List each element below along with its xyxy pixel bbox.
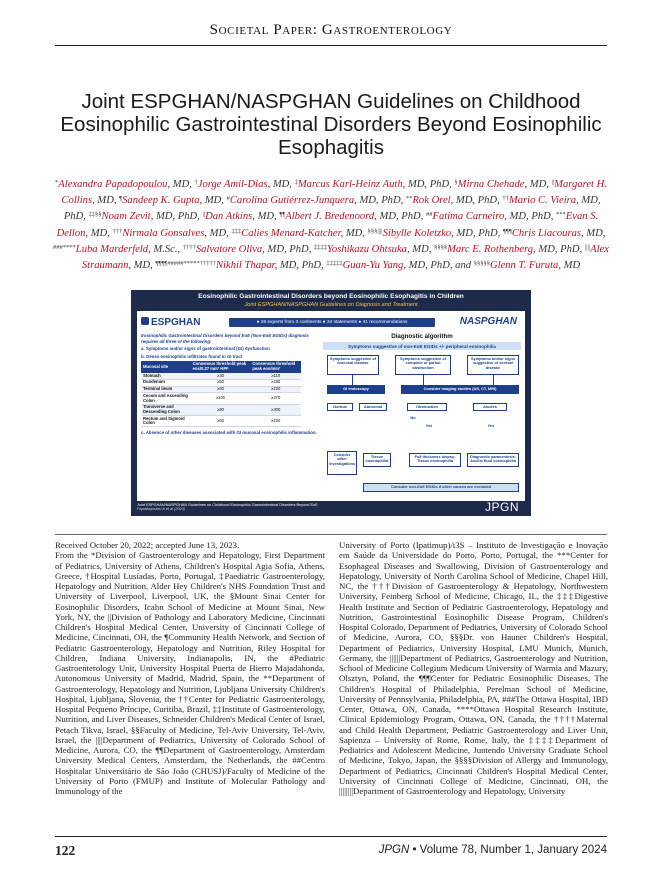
flow-line <box>352 375 353 385</box>
threshold-table-cell: ≥370 <box>250 393 301 404</box>
box-serosal: Symptoms and/or signs suggestive of serosal disease <box>467 355 519 375</box>
running-head: Societal Paper: Gastroenterology <box>209 22 453 38</box>
author-name[interactable] <box>298 179 403 190</box>
affiliation-marker: §§§§§ <box>473 260 490 268</box>
author-degree: , MD, <box>204 227 232 239</box>
espghan-logo-text: ESPGHAN <box>151 317 201 328</box>
threshold-table-cell: Duodenum <box>141 379 191 386</box>
author-family-name: Marderfeld <box>100 243 149 255</box>
author-family-name: Yang <box>382 260 404 272</box>
front-matter-rule <box>55 534 607 535</box>
author-given-name: Fatima <box>432 211 466 223</box>
author-family-name: Rothenberg <box>484 243 534 255</box>
threshold-table-cell: Cecum and Ascending Colon <box>141 393 191 404</box>
author-given-name: Marcus Karl-Heinz <box>297 179 383 190</box>
affiliation-marker: * <box>55 179 59 186</box>
author-name[interactable] <box>122 195 199 206</box>
author-family-name: Thapar <box>244 260 275 272</box>
author-family-name: Gutiérrez-Junquera <box>270 195 355 207</box>
naspghan-logo: NASPGHAN <box>459 316 517 327</box>
author-degree: , MD <box>558 260 581 272</box>
author-degree: , MD, PhD, <box>533 243 585 255</box>
author-name[interactable] <box>76 244 148 255</box>
author-degree: , MD, PhD, <box>402 179 455 190</box>
label-yes-ascites: Yes <box>483 423 499 430</box>
label-yes: Yes <box>421 423 437 430</box>
author-degree: , MD, PhD, <box>374 211 427 223</box>
threshold-table-header: Mucosal site <box>141 361 191 373</box>
affiliation-marker: ‡‡‡ <box>231 227 242 235</box>
author-name[interactable] <box>196 244 262 255</box>
author-given-name: Chris <box>511 227 539 239</box>
author-family-name: Zevit <box>129 211 151 223</box>
va-item-c: c. Absence of other diseases associated with GI mucosal eosinophilic inflammation. <box>141 430 317 436</box>
author-degree: , MD, <box>524 179 552 190</box>
threshold-table-cell: ≥60 <box>191 416 251 427</box>
threshold-table-cell: ≥185 <box>250 379 301 386</box>
author-degree: , MD, PhD, <box>451 227 503 239</box>
journal-citation <box>379 844 607 856</box>
threshold-table-cell: ≥60 <box>191 386 251 393</box>
author-given-name: Sandeep K. <box>122 195 174 207</box>
author-family-name: Amil-Dias <box>223 179 268 190</box>
author-given-name: Marc E. <box>447 243 485 255</box>
article-title: Joint ESPGHAN/NASPGHAN Guidelines on Childhood Eosinophilic Gastrointestinal Disorders Beyond Eosinophilic Esophagitis <box>60 90 602 159</box>
box-ascites: Ascites <box>473 403 507 411</box>
author-given-name: Nirmala <box>122 227 161 239</box>
header-rule <box>55 45 607 46</box>
page-number: 122 <box>55 843 76 858</box>
author-family-name: Furuta <box>528 260 559 272</box>
author-degree: , MD, <box>581 227 606 239</box>
affiliation-marker: # <box>226 195 230 203</box>
author-given-name: Alex <box>590 243 609 255</box>
author-family-name: Papadopoulou <box>105 179 168 190</box>
threshold-table-row <box>141 379 301 386</box>
threshold-table-header: Consensus threshold peak eos/mm² <box>250 361 301 373</box>
journal-name: JPGN <box>378 844 410 856</box>
received-line: Received October 20, 2022; accepted June 13, 2023. <box>55 540 240 550</box>
affiliation-marker: †††† <box>182 243 196 251</box>
threshold-table-cell: Transverse and Descending Colon <box>141 404 191 415</box>
affiliation-marker: §§§§ <box>434 243 448 251</box>
box-normal: Normal <box>327 403 353 411</box>
va-heading: Eosinophilic Gastrointestinal Disorders beyond Eosinophilic Esophagitis in Children <box>198 293 464 300</box>
threshold-table-cell: ≥110 <box>250 373 301 379</box>
author-name[interactable] <box>58 179 167 190</box>
author-name[interactable] <box>412 195 450 206</box>
affiliation-marker: ‡ <box>294 179 298 186</box>
va-subheading: Joint ESPGHAN/NASPGHAN Guidelines on Diagnosis and Treatment <box>244 302 418 308</box>
author-family-name: Straumann <box>81 260 129 272</box>
affiliations-right-text: University of Porto (Ipatimup)/i3S – Instituto de Investigação e Inovação em Saúde da Universidade do Porto, Porto, Portugal, the ***Center for Esophageal Diseases and Swallowing, Division of Gastroenterology and Hepatology, University of North Carolina School of Medicine, Chapel Hill, NC, the †††Division of Gastroenterology & Hepatology, Northwestern University, Feinberg School of Medicine, Chicago, IL, the ‡‡‡Digestive Health Institute and Section of Pediatric Gastroenterology, Hepatology and Nutrition, Gastrointestinal Eosinophilic Disease Program, Children's Hospital Colorado, Department of Pediatrics, University of Colorado School of Medicine, Aurora, CO, §§§Dr. von Hauner Children's Hospital, Department of Pediatrics, University Hospital, LMU Munich, Munich, Germany, the ||||||Department of Pediatrics, Gastroenterology and Nutrition, School of Medicine Collegium Medicum University of Warmia and Mazury, Olsztyn, Poland, the ¶¶¶Center for Pediatric Eosinophilic Diseases, The Children's Hospital of Philadelphia, Perelman School of Medicine, University of Pennsylvania, Philadelphia, PA, ###The Ottawa Hospital, IBD Center, Ottawa, ON, Canada, ****Ottawa Hospital Research Institute, Clinical Epidemiology Program, Ottawa, ON, Canada, the ††††Maternal and Child Health Department, Pediatric Gastroenterology and Liver Unit, Sapienza – University of Rome, Rome, Italy, the ‡‡‡‡Department of Pediatrics and Adolescent Medicine, Juntendo University Graduate School of Medicine, Tokyo, Japan, the §§§§Division of Allergy and Immunology, Department of Pediatrics, Cincinnati Children's Hospital Medical Center, University of Cincinnati College of Medicine, Cincinnati, OH, the ||||||||Department of Gastroenterology and Hepatology, University <box>339 540 608 796</box>
affiliations-left-text: From the *Division of Gastroenterology and Hepatology, First Department of Pediatrics, University of Athens, Children's Hospital Agia Sofia, Athens, Greece, †Hospital Lusíadas, Porto, Portugal, ‡Paediatric Gastroenterology, Hepatology and Nutrition, Alder Hey Children's NHS Foundation Trust and University of Liverpool, Liverpool, UK, the §Mount Sinai Center for Eosinophilic Disorders, Icahn School of Medicine at Mount Sinai, New York, NY, the ||Division of Pathology and Laboratory Medicine, Cincinnati Children's Hospital Medical Center, University of Cincinnati College of Medicine, Cincinnati, OH, the ¶Community Health Network, and Section of Pediatric Gastroenterology, Hepatology and Nutrition, Riley Hospital for Children, Indiana University, Indianapolis, IN, the #Pediatric Gastroenterology Unit, University Hospital Puerta de Hierro Majadahonda, Autonomous University of Madrid, Madrid, Spain, the **Department of Gastroenterology, Hepatology and Nutrition, Ljubljana University Children's Hospital, Ljubljana, Slovenia, the ††Center for Pediatric Gastroenterology, Hospital Pequeno Príncipe, Curitiba, Brazil, ‡‡Institute of Gastroenterology, Nutrition, and Liver Diseases, Schneider Children's Medical Center of Israel, Petach Tikva, Israel, §§Faculty of Medicine, Tel-Aviv University, Tel-Aviv, Israel, the ||||Department of Pediatrics, University of Colorado School of Medicine, Aurora, CO, the ¶¶Department of Gastroenterology, Amsterdam University Medical Centers, Amsterdam, the Netherlands, the ##Centro Hospitalar Universitário de São João (CHUSJ)/Faculty of Medicine of the University of Porto (FMUP) and Institute of Molecular Pathology and Immunology of the <box>55 550 325 796</box>
author-name[interactable] <box>327 244 407 255</box>
affiliations-right-column <box>339 540 608 796</box>
author-degree: , MD, <box>252 211 280 223</box>
author-degree: , MD, <box>267 179 295 190</box>
author-given-name: Yoshikazu <box>327 243 372 255</box>
author-degree: , MD, PhD, <box>63 195 601 223</box>
author-name[interactable] <box>198 179 268 190</box>
author-degree: , MD, <box>92 195 120 207</box>
threshold-table-row <box>141 404 301 415</box>
affiliation-marker: ¶¶¶¶#####*****††††† <box>155 260 216 268</box>
author-family-name: Koletzko <box>414 227 452 239</box>
author-given-name: Glenn T. <box>489 260 529 272</box>
author-family-name: Dellon <box>56 227 86 239</box>
affiliation-marker: ¶ <box>119 195 123 203</box>
affiliation-marker: §§§|||| <box>367 227 383 235</box>
threshold-table-cell: ≥220 <box>250 416 301 427</box>
author-given-name: Dan <box>205 211 226 223</box>
author-family-name: Chehade <box>486 179 525 190</box>
affiliation-marker: ‡‡‡‡‡ <box>326 260 343 268</box>
author-name[interactable] <box>433 211 505 222</box>
va-diagnostic-criteria <box>141 333 317 436</box>
affiliation-marker: ¶¶¶ <box>502 227 512 235</box>
author-degree: , MD, <box>340 227 368 239</box>
author-given-name: Calies <box>241 227 271 239</box>
va-panel <box>137 311 525 501</box>
author-name[interactable] <box>230 195 354 206</box>
author-given-name: Mario C. <box>508 195 551 207</box>
footer-rule <box>55 836 607 837</box>
author-given-name: Evan S. <box>565 211 599 223</box>
box-full-thickness: Full thickness biopsy: Tissue eosinophilia <box>409 453 461 467</box>
author-given-name: Jorge <box>197 179 224 190</box>
threshold-table-row <box>141 416 301 427</box>
author-given-name: Alexandra <box>58 179 106 190</box>
affiliation-marker: ** <box>405 195 413 203</box>
author-given-name: Guan-Yu <box>342 260 383 272</box>
author-family-name: Atkins <box>225 211 253 223</box>
va-footer-title: Joint ESPGHAN/NASPGHAN Guidelines on Childhood Eosinophilic Gastrointestinal Disorders Beyond EoE <box>137 503 318 507</box>
author-degree: , MD, PhD, <box>504 211 557 223</box>
author-family-name: Liacouras <box>538 227 581 239</box>
affiliation-marker: ‡‡‡‡ <box>314 243 328 251</box>
author-family-name: Gupta <box>173 195 200 207</box>
author-given-name: Salvatore <box>195 243 239 255</box>
author-name[interactable] <box>343 260 404 271</box>
affiliation-marker: † <box>194 179 198 186</box>
author-given-name: Margaret H. <box>554 179 607 190</box>
author-degree: , MD, PhD, <box>274 260 327 272</box>
algo-title: Diagnostic algorithm <box>391 333 453 340</box>
box-obstruction: Symptoms suggestive of complete or partial obstruction <box>395 355 451 375</box>
va-footer <box>137 503 377 512</box>
author-name[interactable] <box>512 228 581 239</box>
threshold-table-cell: ≥300 <box>250 404 301 415</box>
flow-line <box>423 375 424 385</box>
box-mucosal: Symptoms suggestive of mucosal disease <box>327 355 379 375</box>
jpgn-logo: JPGN <box>484 500 519 514</box>
author-family-name: Ohtsuka <box>371 243 407 255</box>
va-item-b: b. Dense eosinophilic infiltrates found in GI tract <box>141 353 243 359</box>
threshold-table-cell: ≥220 <box>250 386 301 393</box>
threshold-table-row <box>141 393 301 404</box>
author-family-name: Gonsalves <box>160 227 205 239</box>
author-family-name: Bredenoord <box>324 211 375 223</box>
affiliation-marker: †† <box>502 195 509 203</box>
author-name[interactable] <box>102 211 151 222</box>
author-family-name: Oliva <box>238 243 263 255</box>
author-family-name: Carneiro <box>465 211 505 223</box>
author-given-name: Nikhil <box>215 260 245 272</box>
diagnostic-algorithm <box>323 333 521 497</box>
author-degree: , MD, <box>406 243 435 255</box>
author-family-name: Collins <box>61 195 93 207</box>
author-family-name: Vieira <box>550 195 577 207</box>
author-name[interactable] <box>458 179 525 190</box>
author-family-name: Auth <box>382 179 403 190</box>
affiliation-marker: ‡‡§§ <box>88 211 102 219</box>
box-abnormal: Abnormal <box>359 403 387 411</box>
author-given-name: Mirna <box>457 179 487 190</box>
flow-line <box>493 375 494 385</box>
label-no: No <box>407 415 419 422</box>
box-other-investigations: Consider other investigations <box>327 451 357 475</box>
author-list <box>52 176 610 273</box>
author-degree: , MD, PhD, <box>450 195 503 207</box>
box-tissue-eosinophilia: Tissue eosinophilia <box>363 453 391 467</box>
author-name[interactable] <box>383 228 452 239</box>
box-gi-endoscopy: GI endoscopy <box>327 385 385 394</box>
threshold-table-cell: Rectum and Sigmoid Colon <box>141 416 191 427</box>
author-degree: , MD, <box>167 179 195 190</box>
affiliation-marker: § <box>454 179 458 186</box>
threshold-table-header: Consensus threshold peak eos/0.27 mm² HPF <box>191 361 251 373</box>
author-name[interactable] <box>216 260 275 271</box>
author-degree: , MD, PhD, <box>262 243 315 255</box>
va-intro: Eosinophilic Gastrointestinal Disorders beyond EoE (Non-EoE EGIDs) diagnosis requires all three of the following: <box>141 333 309 344</box>
author-degree: , MD, <box>199 195 227 207</box>
author-name[interactable] <box>241 228 340 239</box>
author-name[interactable] <box>285 211 374 222</box>
va-footer-authors: Papadopoulou A et al (2023) <box>137 507 186 512</box>
threshold-table-cell: ≥30 <box>191 373 251 379</box>
threshold-table-row <box>141 386 301 393</box>
box-consider-egid: Consider non-EoE EGIDs if other causes are excluded <box>363 483 519 492</box>
author-name[interactable] <box>490 260 558 271</box>
author-given-name: Rok <box>412 195 432 207</box>
affiliation-marker: *** <box>556 211 566 219</box>
author-given-name: Albert J. <box>285 211 325 223</box>
author-name[interactable] <box>447 244 533 255</box>
affiliation-marker: || <box>202 211 206 219</box>
author-family-name: Orel <box>431 195 451 207</box>
author-family-name: Menard-Katcher <box>270 227 341 239</box>
threshold-table <box>141 361 301 427</box>
box-imaging: Consider imaging studies (US, CT, MRI) <box>401 385 519 394</box>
va-item-a: a. Symptoms and/or signs of gastrointestinal (GI) dysfunction <box>141 346 270 352</box>
author-name[interactable] <box>509 195 576 206</box>
author-name[interactable] <box>205 211 252 222</box>
author-name[interactable] <box>122 228 204 239</box>
author-degree: , MD, <box>128 260 156 272</box>
affiliation-marker: ###**** <box>53 243 76 251</box>
author-degree: , MD, PhD, <box>354 195 406 207</box>
va-stats-bar: ● 26 experts from 3 continents ● 34 statements ● 41 recommendations <box>229 318 435 327</box>
journal-issue: • Volume 78, Number 1, January 2024 <box>409 844 607 856</box>
threshold-table-cell: ≥80 <box>191 404 251 415</box>
threshold-table-cell: ≥100 <box>191 393 251 404</box>
author-degree: , M.Sc., <box>148 243 183 255</box>
affiliation-marker: ¶¶ <box>279 211 286 219</box>
author-given-name: Sibylle <box>382 227 415 239</box>
visual-abstract <box>131 290 531 516</box>
box-obstruction-result: Obstruction <box>407 403 447 411</box>
author-degree: , MD, PhD, <box>150 211 203 223</box>
threshold-table-cell: Terminal ileum <box>141 386 191 393</box>
algo-subtitle: Symptoms suggestive of non-EoE EGIDs +/- peripheral eosinophilia <box>323 342 521 350</box>
affiliation-marker: ## <box>426 211 433 219</box>
author-given-name: Luba <box>75 243 101 255</box>
espghan-logo-icon <box>141 317 149 325</box>
affiliation-marker: || <box>551 179 555 186</box>
threshold-table-cell: ≥50 <box>191 379 251 386</box>
affiliation-marker: ††† <box>112 227 123 235</box>
espghan-logo <box>141 317 200 328</box>
box-paracentesis: Diagnostic paracentesis: Ascitic fluid eosinophilia <box>467 453 519 467</box>
affiliation-marker: |||| <box>584 243 591 251</box>
author-degree: , MD, <box>85 227 113 239</box>
author-given-name: Noam <box>101 211 130 223</box>
threshold-table-cell: Stomach <box>141 373 191 379</box>
author-degree: , MD, PhD, and <box>403 260 474 272</box>
affiliations-left-column <box>55 540 325 796</box>
author-given-name: Carolina <box>229 195 271 207</box>
